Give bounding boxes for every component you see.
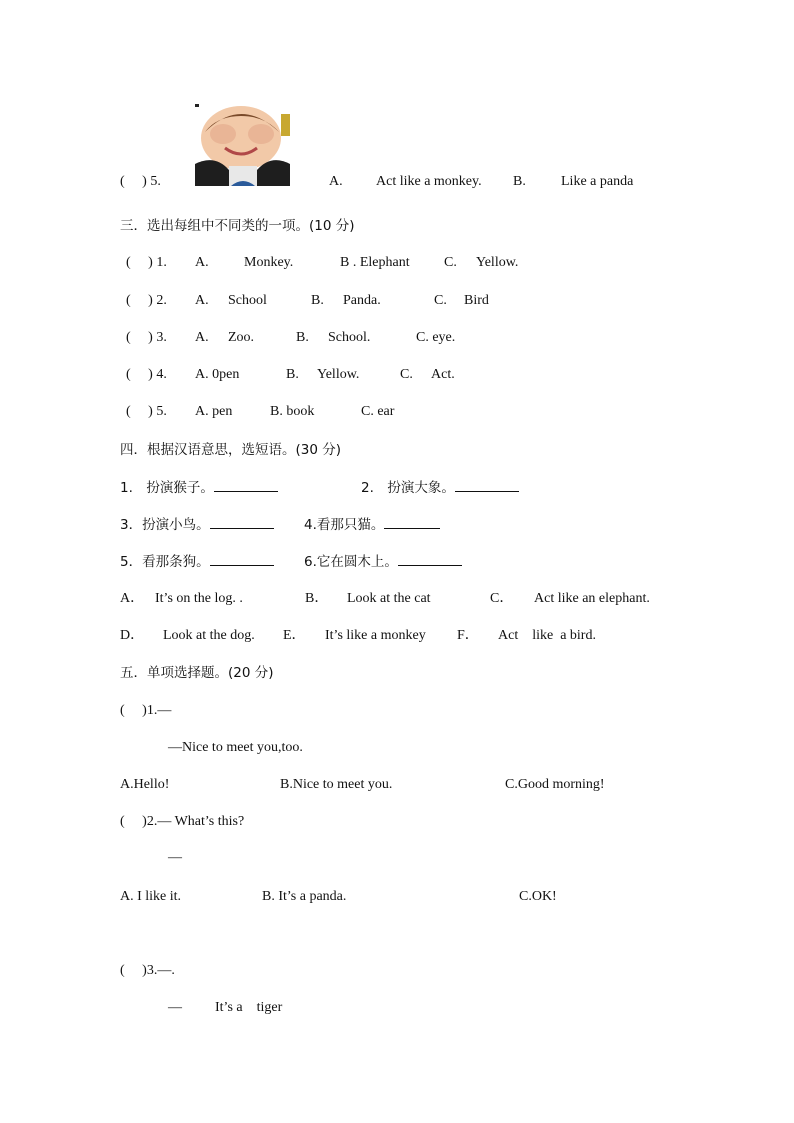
section4-title: 四．根据汉语意思，选短语。(30 分): [120, 442, 342, 458]
s4-opt-e-label: E．: [283, 628, 306, 643]
q5-option-a: A.: [329, 174, 343, 189]
s5-q2-option-b: B. It’s a panda.: [262, 889, 347, 904]
s5-q1-option-b: B.Nice to meet you.: [280, 777, 393, 792]
s4-opt-f-label: F．: [457, 628, 479, 643]
s4-opt-e-text: It’s like a monkey: [325, 628, 426, 643]
section3-title: 三．选出每组中不同类的一项。(10 分): [120, 218, 355, 234]
s3-q3-paren: ( ) 3.: [126, 330, 167, 345]
s3-q3-b: B.: [296, 330, 309, 345]
s4-opt-a-label: A．: [120, 591, 145, 606]
s3-q2-c: C.: [434, 293, 447, 308]
child-picture: [195, 104, 290, 186]
s3-q4-b-text: Yellow.: [317, 367, 360, 382]
s3-q1-paren: ( ) 1.: [126, 255, 167, 270]
s5-q2-option-a: A. I like it.: [120, 889, 182, 904]
s4-opt-c-text: Act like an elephant.: [534, 591, 650, 606]
answer-blank[interactable]: [455, 479, 519, 492]
s3-q5-b: B. book: [270, 404, 315, 419]
s3-q3-a: A.: [195, 330, 209, 345]
s5-q2-option-c: C.OK!: [519, 889, 557, 904]
s3-q2-paren: ( ) 2.: [126, 293, 167, 308]
s5-q2-reply: —: [168, 850, 182, 865]
s4-q1: 1. 扮演猴子。: [120, 479, 278, 496]
s4-q6: 6.它在圆木上。: [304, 553, 462, 570]
s5-q3-text: It’s a tiger: [215, 1000, 283, 1015]
s5-q1-option-c: C.Good morning!: [505, 777, 605, 792]
s3-q2-a-text: School: [228, 293, 267, 308]
section5-title: 五．单项选择题。(20 分): [120, 665, 274, 681]
s3-q5-c: C. ear: [361, 404, 395, 419]
s3-q3-b-text: School.: [328, 330, 371, 345]
s4-q4: 4.看那只猫。: [304, 516, 440, 533]
s3-q1-b: B . Elephant: [340, 255, 410, 270]
answer-blank[interactable]: [398, 553, 462, 566]
s4-q5: 5．看那条狗。: [120, 553, 274, 570]
s3-q4-c: C.: [400, 367, 413, 382]
s3-q3-c: C. eye.: [416, 330, 456, 345]
s3-q4-a: A. 0pen: [195, 367, 240, 382]
s5-q2-stem: ( )2.— What’s this?: [120, 814, 245, 829]
s3-q1-c: C.: [444, 255, 457, 270]
s5-q1-stem: ( )1.—: [120, 703, 172, 718]
s3-q2-b-text: Panda.: [343, 293, 381, 308]
s3-q1-c-text: Yellow.: [476, 255, 519, 270]
s4-opt-d-text: Look at the dog.: [163, 628, 255, 643]
q5-option-b-text: Like a panda: [561, 174, 634, 189]
answer-blank[interactable]: [384, 516, 440, 529]
q5-option-b: B.: [513, 174, 526, 189]
s3-q2-c-text: Bird: [464, 293, 489, 308]
s3-q4-c-text: Act.: [431, 367, 455, 382]
s3-q5-paren: ( ) 5.: [126, 404, 167, 419]
s3-q1-a: A.: [195, 255, 209, 270]
s4-opt-d-label: D．: [120, 628, 145, 643]
answer-blank[interactable]: [210, 553, 274, 566]
s3-q5-a: A. pen: [195, 404, 233, 419]
s4-opt-b-text: Look at the cat: [347, 591, 431, 606]
s3-q3-a-text: Zoo.: [228, 330, 255, 345]
s4-opt-f-text: Act like a bird.: [498, 628, 596, 643]
s5-q1-reply: —Nice to meet you,too.: [168, 740, 303, 755]
s5-q3-stem: ( )3.—.: [120, 963, 175, 978]
s3-q4-b: B.: [286, 367, 299, 382]
s3-q2-b: B.: [311, 293, 324, 308]
s3-q1-a-text: Monkey.: [244, 255, 294, 270]
s4-opt-c-label: C．: [490, 591, 514, 606]
answer-blank[interactable]: [214, 479, 278, 492]
s4-opt-b-label: B．: [305, 591, 329, 606]
s3-q4-paren: ( ) 4.: [126, 367, 167, 382]
s4-q3: 3．扮演小鸟。: [120, 516, 274, 533]
q5-option-a-text: Act like a monkey.: [376, 174, 482, 189]
s5-q3-dash: —: [168, 1000, 182, 1015]
s5-q1-option-a: A.Hello!: [120, 777, 170, 792]
s4-q2: 2. 扮演大象。: [361, 479, 519, 496]
answer-blank[interactable]: [210, 516, 274, 529]
s4-opt-a-text: It’s on the log. .: [155, 591, 243, 606]
s3-q2-a: A.: [195, 293, 209, 308]
q5-paren: ( ) 5.: [120, 174, 161, 189]
